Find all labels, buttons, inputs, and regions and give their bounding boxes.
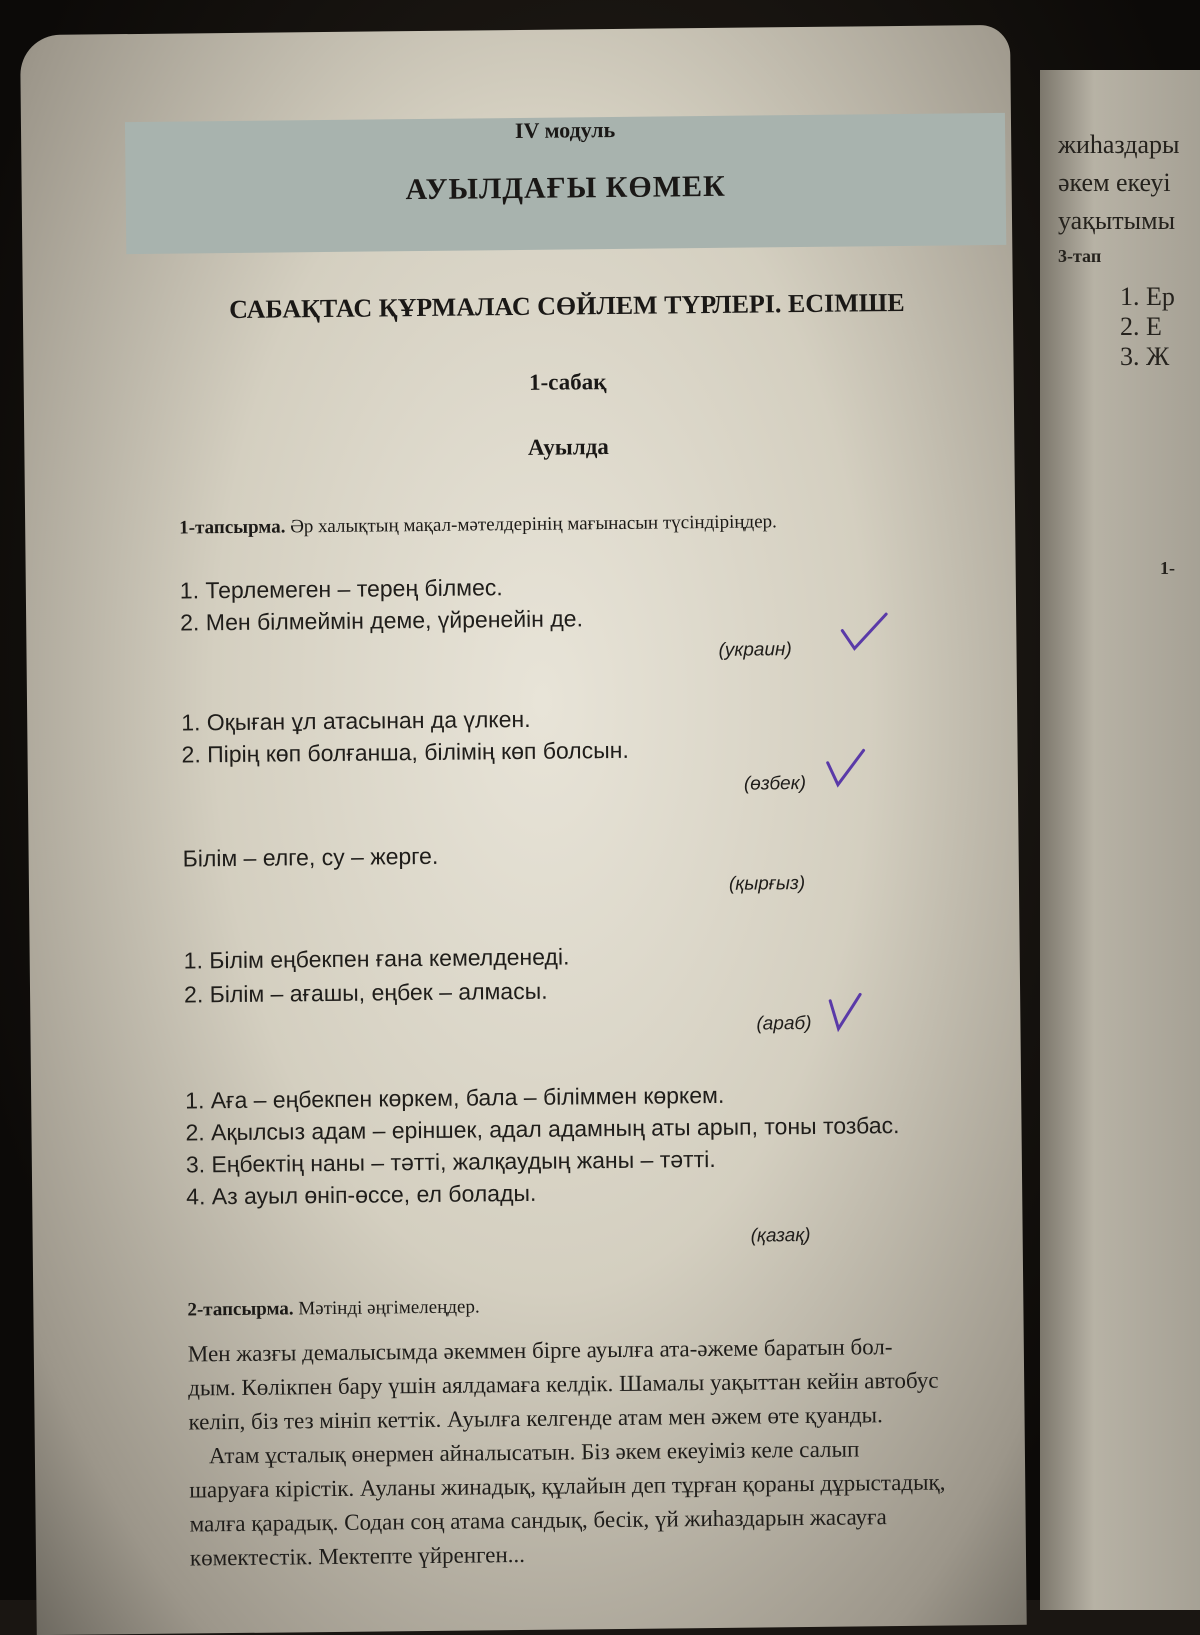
proverb-line: 3. Еңбектің наны – тәтті, жалқаудың жаны – тәтті. xyxy=(185,1145,716,1178)
paragraph-row: дым. Көлікпен бару үшін аялдамаға келдік. Шамалы уақыттан кейін автобус xyxy=(188,1367,939,1401)
proverb-line: 1. Терлемеген – терең білмес. xyxy=(179,574,503,604)
lesson-subtitle: Ауылда xyxy=(527,434,609,460)
right-page-line: уақытымы xyxy=(1058,206,1176,235)
proverb-line: 1. Оқыған ұл атасынан да үлкен. xyxy=(181,705,531,736)
section-title: САБАҚТАС ҚҰРМАЛАС СӨЙЛЕМ ТҮРЛЕРІ. ЕСІМШЕ xyxy=(229,287,905,325)
proverb-line: 2. Ақылсыз адам – еріншек, адал адамның аты арып, тоны тозбас. xyxy=(185,1112,900,1146)
right-page-line: 1- xyxy=(1160,558,1175,578)
paragraph-row: малға қарадық. Содан соң атама сандық, бесік, үй жиһаздарын жасауға xyxy=(189,1504,887,1537)
task2-text: Мәтінді әңгімелеңдер. xyxy=(298,1296,480,1320)
proverb-line: 4. Аз ауыл өніп-өссе, ел болады. xyxy=(186,1179,537,1210)
check-mark-icon xyxy=(826,992,866,1032)
check-mark-icon xyxy=(838,612,890,653)
right-page-line: жиһаздары xyxy=(1058,130,1180,159)
paragraph-row: шаруаға кірістік. Ауланы жинадық, құлайын деп тұрған қораны дұрыстадық, xyxy=(189,1469,946,1503)
story-paragraph xyxy=(188,1328,1070,1575)
task2-heading xyxy=(187,1296,480,1321)
module-title: АУЫЛДАҒЫ КӨМЕК xyxy=(405,169,727,207)
paragraph-row: келіп, біз тез мініп кеттік. Ауылға келгенде атам мен әжем өте қуанды. xyxy=(188,1402,883,1435)
proverb-origin: (украин) xyxy=(718,639,792,661)
book-page xyxy=(20,25,1027,1635)
proverb-line: 1. Аға – еңбекпен көркем, бала – біліммен көркем. xyxy=(185,1081,725,1114)
task1-heading xyxy=(179,511,777,539)
proverb-line: 2. Білім – ағашы, еңбек – алмасы. xyxy=(183,977,548,1008)
proverb-line: 2. Мен білмеймін деме, үйренейін де. xyxy=(180,605,584,636)
proverb-origin: (қырғыз) xyxy=(728,873,806,895)
proverb-origin: (өзбек) xyxy=(743,772,807,795)
proverb-origin: (қазақ) xyxy=(750,1224,811,1247)
right-page-line: 3-тап xyxy=(1058,246,1102,266)
right-page-line: 2. Е xyxy=(1120,312,1162,341)
proverb-line: Білім – елге, су – жерге. xyxy=(182,842,439,872)
paragraph-row: Мен жазғы демалысымда әкеммен бірге ауылға ата-әжеме баратын бол- xyxy=(187,1334,893,1367)
proverb-line: 1. Білім еңбекпен ғана кемелденеді. xyxy=(183,943,570,974)
lesson-title: 1-сабақ xyxy=(528,369,607,395)
right-page-line: 3. Ж xyxy=(1120,342,1170,371)
module-label: IV модуль xyxy=(514,116,616,144)
task2-label: 2-тапсырма. xyxy=(187,1298,294,1321)
task1-text: Әр халықтың мақал-мәтелдерінің мағынасын түсіндіріңдер. xyxy=(290,511,777,538)
proverb-line: 2. Пірің көп болғанша, білімің көп болсын. xyxy=(181,736,629,768)
paragraph-row: көмектестік. Мектепте үйренген... xyxy=(189,1541,526,1571)
right-page-line: 1. Ер xyxy=(1120,282,1175,311)
task1-label: 1-тапсырма. xyxy=(179,516,286,539)
proverb-origin: (араб) xyxy=(756,1012,812,1035)
right-page-line: әкем екеуі xyxy=(1058,168,1171,197)
paragraph-row: Атам ұсталық өнермен айналысатын. Біз әкем екеуіміз келе салып xyxy=(208,1436,860,1469)
check-mark-icon xyxy=(824,748,870,788)
